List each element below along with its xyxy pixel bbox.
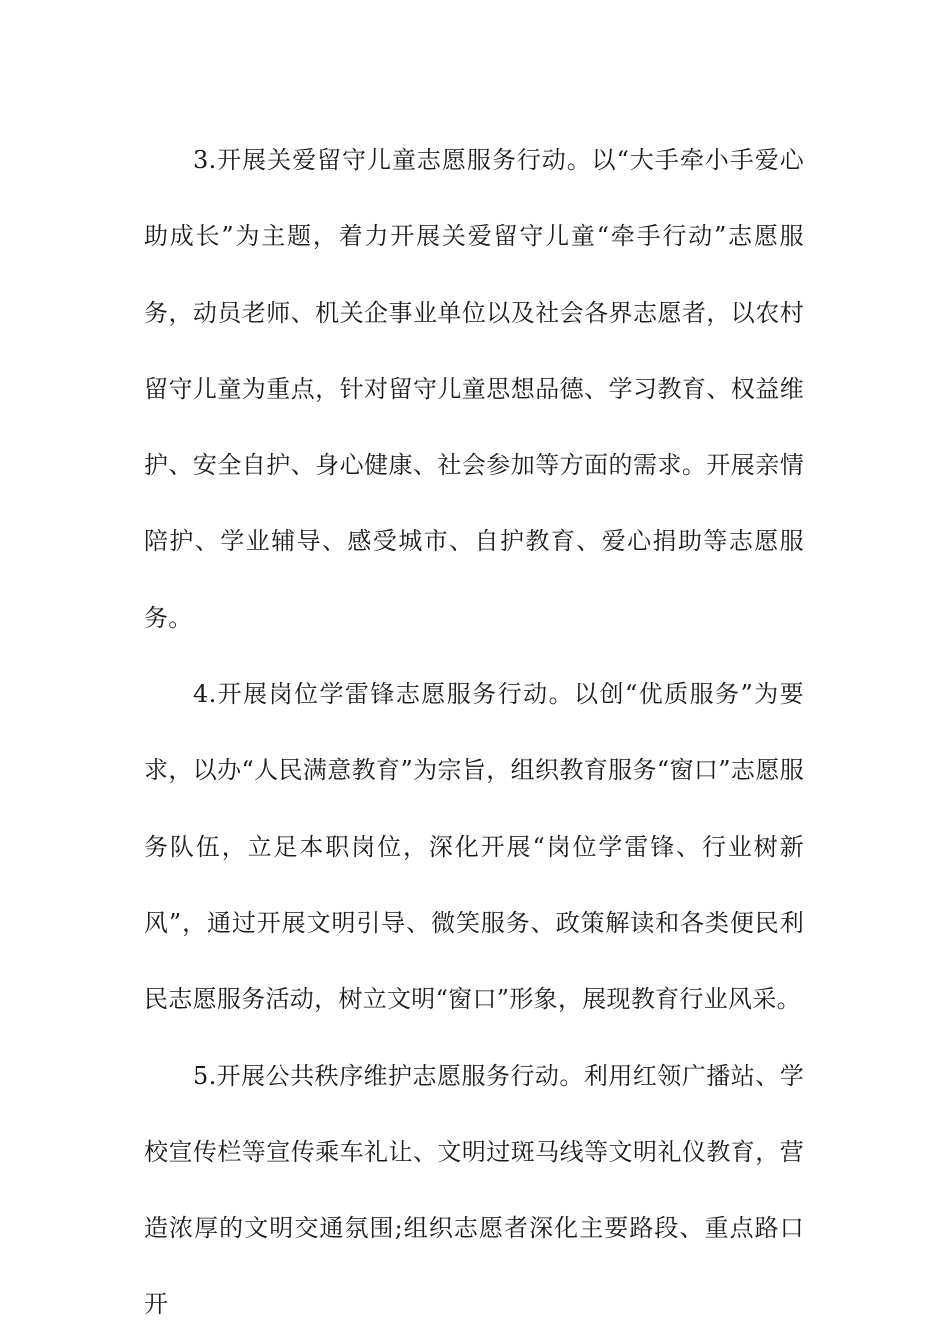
- paragraph-left-behind-children: 3.开展关爱留守儿童志愿服务行动。以“大手牵小手爱心助成长”为主题，着力开展关爱留守儿童“牵手行动”志愿服务，动员老师、机关企事业单位以及社会各界志愿者，以农村留守儿童为重点，针对留守儿童思想品德、学习教育、权益维护、安全自护、身心健康、社会参加等方面的需求。开展亲情陪护、学业辅导、感受城市、自护教育、爱心捐助等志愿服务。: [144, 146, 804, 632]
- paragraph-public-order: 5.开展公共秩序维护志愿服务行动。利用红领广播站、学校宣传栏等宣传乘车礼让、文明过斑马线等文明礼仪教育，营造浓厚的文明交通氛围;组织志愿者深化主要路段、重点路口开: [144, 1061, 804, 1319]
- paragraph-post-lei-feng: 4.开展岗位学雷锋志愿服务行动。以创“优质服务”为要求，以办“人民满意教育”为宗旨，组织教育服务“窗口”志愿服务队伍，立足本职岗位，深化开展“岗位学雷锋、行业树新风”，通过开展文明引导、微笑服务、政策解读和各类便民利民志愿服务活动，树立文明“窗口”形象，展现教育行业风采。: [144, 680, 804, 1014]
- document-body: [144, 122, 804, 1343]
